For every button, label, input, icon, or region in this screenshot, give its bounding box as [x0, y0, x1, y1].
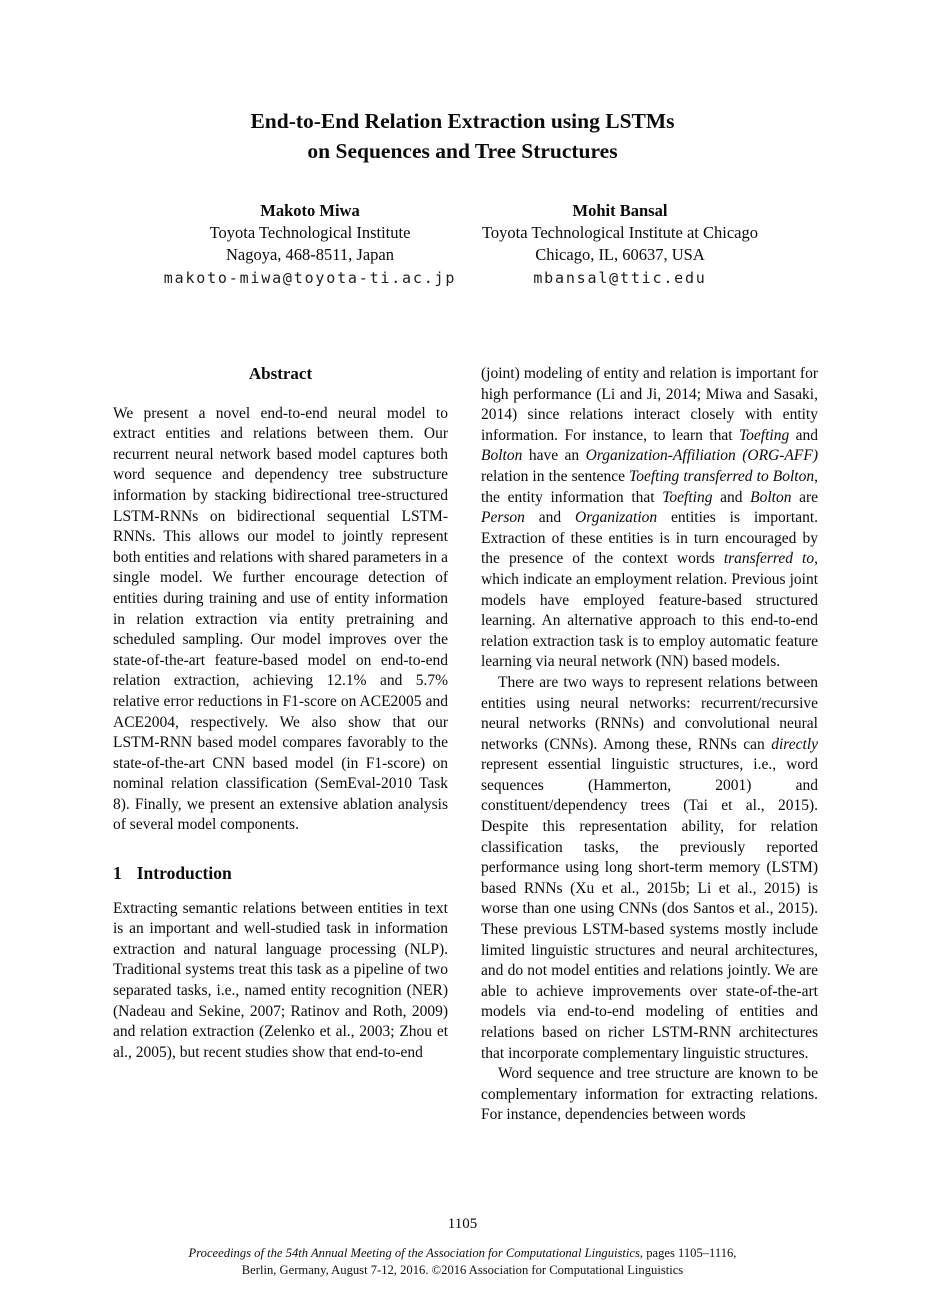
- section-number: 1: [113, 863, 122, 884]
- left-column: [113, 364, 448, 1063]
- right-paragraph-3: Word sequence and tree structure are known to be complementary information for extracting relations. For instance, dependencies between words: [481, 1065, 818, 1124]
- section-title: Introduction: [136, 863, 232, 884]
- section-heading-introduction: [113, 863, 448, 884]
- author-email: makoto-miwa@toyota-ti.ac.jp: [163, 269, 457, 287]
- author-block-2: [430, 200, 810, 289]
- author-affiliation: Toyota Technological Institute: [209, 223, 411, 242]
- paper-title-line1: End-to-End Relation Extraction using LSTMs: [250, 109, 675, 133]
- abstract-text: We present a novel end-to-end neural model to extract entities and relations between them. Our recurrent neural network based model captures both word sequence and dependency tree substructure information by stacking bidirectional tree-structured LSTM-RNNs on bidirectional sequential LSTM-RNNs. This allows our model to jointly represent both entities and relations with shared parameters in a single model. We further encourage detection of entities during training and use of entity information in relation extraction via entity pretraining and scheduled sampling. Our model improves over the state-of-the-art feature-based model on end-to-end relation extraction, achieving 12.1% and 5.7% relative error reductions in F1-score on ACE2005 and ACE2004, respectively. We also show that our LSTM-RNN based model compares favorably to the state-of-the-art CNN based model (in F1-score) on nominal relation classification (SemEval-2010 Task 8). Finally, we present an extensive ablation analysis of several model components.: [113, 404, 448, 834]
- author-name: Makoto Miwa: [260, 201, 360, 220]
- author-affiliation: Toyota Technological Institute at Chicago: [482, 223, 758, 242]
- author-email: mbansal@ttic.edu: [533, 269, 707, 287]
- paper-title: [0, 106, 925, 166]
- page-number: 1105: [447, 1216, 478, 1232]
- paper-title-line2: on Sequences and Tree Structures: [307, 139, 618, 163]
- right-column: [481, 364, 818, 1126]
- author-name: Mohit Bansal: [572, 201, 668, 220]
- footer: [0, 1245, 925, 1278]
- right-paragraph-2: There are two ways to represent relations between entities using neural networks: recurrent/recursive neural networks (RNNs) and convolutional neural networks (CNNs). Among these, RNNs can directly represent essential linguistic structures, i.e., word sequences (Hammerton, 2001) and constituent/dependency trees (Tai et al., 2015). Despite this representation ability, for relation classification tasks, the previously reported performance using long short-term memory (LSTM) based RNNs (Xu et al., 2015b; Li et al., 2015) is worse than one using CNNs (dos Santos et al., 2015). These previous LSTM-based systems mostly include limited linguistic structures and neural architectures, and do not model entities and relations jointly. We are able to achieve improvements over state-of-the-art models via end-to-end modeling of entities and relations based on richer LSTM-RNN architectures that incorporate complementary linguistic structures.: [481, 673, 818, 1062]
- intro-paragraph: Extracting semantic relations between entities in text is an important and well-studied task in information extraction and natural language processing (NLP). Traditional systems treat this task as a pipeline of two separated tasks, i.e., named entity recognition (NER) (Nadeau and Sekine, 2007; Ratinov and Roth, 2009) and relation extraction (Zelenko et al., 2003; Zhou et al., 2005), but recent studies show that end-to-end: [113, 899, 448, 1061]
- footer-proceedings-line: Proceedings of the 54th Annual Meeting of the Association for Computational Linguistics, pages 1105–1116,: [188, 1246, 737, 1260]
- author-location: Nagoya, 468-8511, Japan: [225, 245, 394, 264]
- right-paragraph-1: (joint) modeling of entity and relation is important for high performance (Li and Ji, 2014; Miwa and Sasaki, 2014) since relations interact closely with entity information. For instance, to learn that Toefting and Bolton have an Organization-Affiliation (ORG-AFF) relation in the sentence Toefting transferred to Bolton, the entity information that Toefting and Bolton are Person and Organization entities is important. Extraction of these entities is in turn encouraged by the presence of the context words transferred to, which indicate an employment relation. Previous joint models have employed feature-based structured learning. An alternative approach to this end-to-end relation extraction task is to employ automatic feature learning via neural network (NN) based models.: [481, 365, 819, 671]
- author-location: Chicago, IL, 60637, USA: [535, 245, 705, 264]
- abstract-heading: Abstract: [248, 364, 313, 383]
- footer-copyright-line: Berlin, Germany, August 7-12, 2016. ©2016 Association for Computational Linguistics: [241, 1262, 684, 1277]
